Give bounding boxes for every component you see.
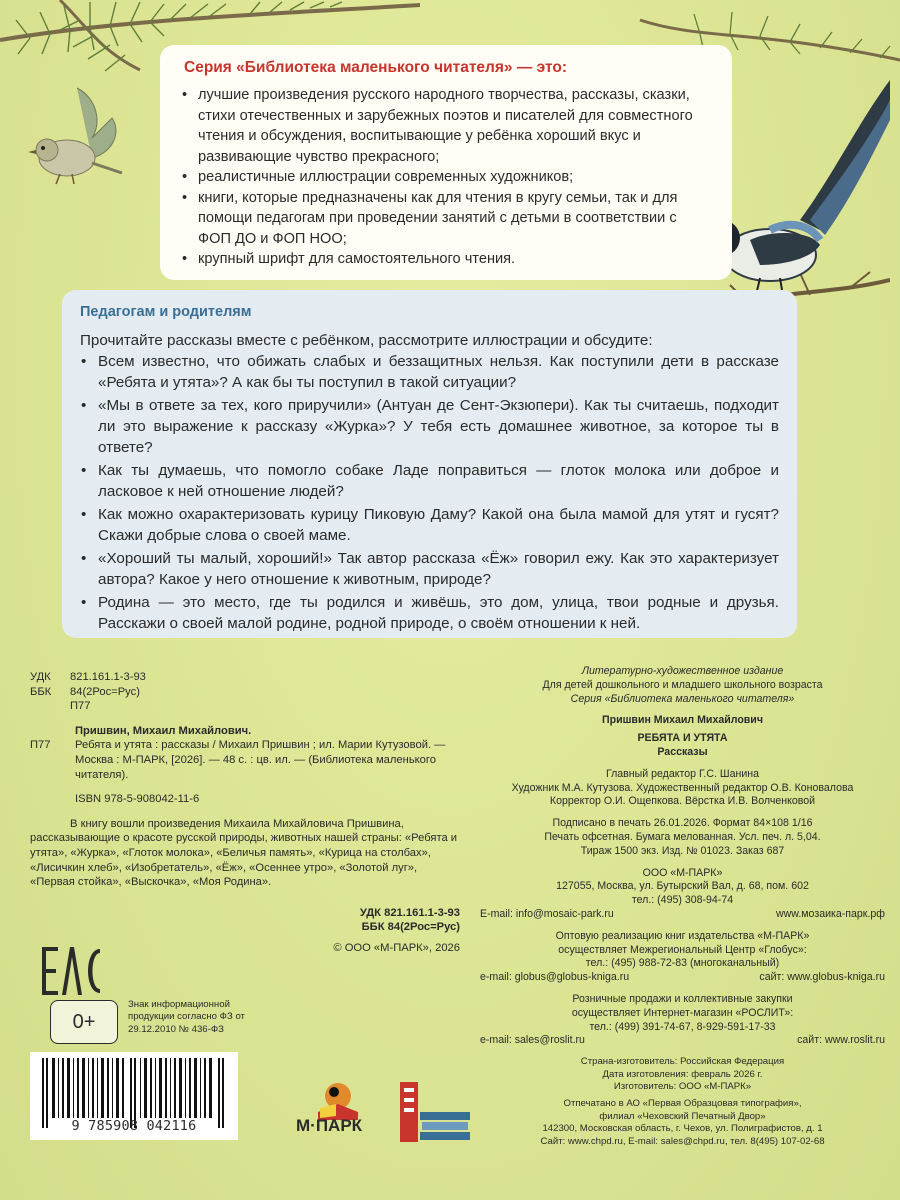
bibliographic-description: Ребята и утята : рассказы / Михаил Пришвин ; ил. Марии Кутузовой. — Москва : М-ПАРК, [2026]. — 48 с. : цв. ил. — (Библиотека маленького читателя). [75, 739, 446, 781]
teachers-title: Педагогам и родителям [80, 304, 252, 320]
list-item: • крупный шрифт для самостоятельного чтения. [180, 249, 712, 270]
teachers-intro: Прочитайте рассказы вместе с ребёнком, рассмотрите иллюстрации и обсудите: [80, 332, 653, 349]
list-item: • книги, которые предназначены как для чтения в кругу семьи, так и для помощи педагогам при проведении занятий с детьми в соответствии с ФОП ДО и ФОП НОО; [180, 188, 712, 250]
printer-line-4: Сайт: www.chpd.ru, E-mail: sales@chpd.ru, тел. 8(495) 107-02-68 [540, 1135, 825, 1147]
wholesale-line-1: Оптовую реализацию книг издательства «М-ПАРК» [555, 929, 810, 942]
copyright: © ООО «М-ПАРК», 2026 [333, 941, 460, 954]
bibliographic-record [30, 670, 460, 956]
roslit-logo-icon [400, 1082, 470, 1142]
teachers-parents-panel [62, 290, 797, 638]
publication-imprint [480, 665, 885, 1148]
roslit-site[interactable]: сайт: www.roslit.ru [797, 1034, 885, 1047]
list-item: • «Хороший ты малый, хороший!» Так автор рассказа «Ёж» говорил ежу. Как это характеризует автора? Какое у него отношение к животным, природе? [80, 548, 779, 590]
roslit-phone: тел.: (499) 391-74-67, 8-929-591-17-33 [589, 1020, 776, 1033]
age-rating-badge: 0+ [50, 1000, 118, 1044]
list-item: • реалистичные иллюстрации современных художников; [180, 167, 712, 188]
print-details-1: Подписано в печать 26.01.2026. Формат 84×108 1/16 [552, 817, 813, 830]
genre: Литературно-художественное издание [581, 665, 784, 677]
retail-line-2: осуществляет Интернет-магазин «РОСЛИТ»: [571, 1006, 794, 1019]
print-details-3: Тираж 1500 экз. Изд. № 01023. Заказ 687 [580, 844, 785, 857]
bbk-right: ББК 84(2Рос=Рус) [361, 921, 460, 934]
list-item: • лучшие произведения русского народного творчества, рассказы, сказки, стихи отечественных и зарубежных поэтов и писателей для совместного чтения и обсуждения, воспитывающие у ребёнка хороший вкус и развивающие чувство прекрасного; [180, 85, 712, 167]
mpark-logo-text: М·ПАРК [296, 1116, 363, 1135]
corrector-credit: Корректор О.И. Ощепкова. Вёрстка И.В. Волченковой [549, 795, 816, 808]
author-heading: Пришвин, Михаил Михайлович. [75, 724, 252, 737]
country-of-manufacture: Страна-изготовитель: Российская Федерация [580, 1056, 785, 1068]
printer-line-3: 142300, Московская область, г. Чехов, ул. Полиграфистов, д. 1 [542, 1123, 823, 1135]
audience: Для детей дошкольного и младшего школьного возраста [542, 678, 823, 691]
manufacture-date: Дата изготовления: февраль 2026 г. [602, 1068, 763, 1080]
imprint-author: Пришвин Михаил Михайлович [602, 714, 763, 727]
list-item: • Родина — это место, где ты родился и живёшь, это дом, улица, твои родные и друзья. Расскажи о своей малой родине, родной природе, о своём отношении к ней. [80, 592, 779, 634]
retail-line-1: Розничные продажи и коллективные закупки [572, 992, 793, 1005]
warbler-bird-illustration [22, 78, 142, 198]
age-rating-note: Знак информационной продукции согласно ФЗ от 29.12.2010 № 436-ФЗ [128, 999, 245, 1035]
isbn: ISBN 978-5-908042-11-6 [75, 793, 200, 806]
series-features-list [180, 85, 712, 270]
printer-line-1: Отпечатано в АО «Первая Образцовая типография», [563, 1097, 802, 1109]
udk-label: УДК [30, 671, 51, 683]
author-code-2: П77 [30, 739, 51, 752]
series-name: Серия «Библиотека маленького читателя» [570, 692, 795, 705]
udk-value: 821.161.1-3-93 [70, 671, 146, 683]
udk-right: УДК 821.161.1-3-93 [359, 906, 460, 919]
series-description-panel [160, 45, 732, 280]
list-item: • «Мы в ответе за тех, кого приручили» (Антуан де Сент-Экзюпери). Как ты считаешь, подходит ли это выражение к рассказу «Журка»? У тебя есть домашнее животное, за которое ты в ответе? [80, 395, 779, 458]
author-code: П77 [70, 700, 91, 713]
publisher-site[interactable]: www.мозаика-парк.рф [775, 907, 885, 920]
series-title: Серия «Библиотека маленького читателя» — это: [184, 59, 568, 76]
globus-email[interactable]: e-mail: globus@globus-kniga.ru [480, 971, 630, 984]
list-item: • Как можно охарактеризовать курицу Пиковую Даму? Какой она была мамой для утят и гусят? Скажи добрые слова о своей маме. [80, 504, 779, 546]
eac-certification-icon [40, 945, 102, 997]
print-details-2: Печать офсетная. Бумага мелованная. Усл. печ. л. 5,04. [544, 830, 821, 843]
chief-editor: Главный редактор Г.С. Шанина [605, 767, 760, 780]
wholesale-line-2: осуществляет Межрегиональный Центр «Глобус»: [558, 943, 807, 956]
manufacturer: Изготовитель: ООО «М-ПАРК» [613, 1081, 752, 1093]
discussion-questions-list [80, 351, 779, 634]
bbk-value: 84(2Рос=Рус) [70, 685, 140, 698]
bbk-label: ББК [30, 685, 52, 698]
list-item: • Как ты думаешь, что помогло собаке Ладе поправиться — глоток молока или доброе и ласковое к ней отношение людей? [80, 460, 779, 502]
roslit-email[interactable]: e-mail: sales@roslit.ru [480, 1034, 585, 1047]
publisher-name: ООО «М-ПАРК» [642, 866, 723, 879]
barcode-number: 9 785908 042116 [71, 1118, 197, 1134]
publisher-address: 127055, Москва, ул. Бутырский Вал, д. 68, пом. 602 [556, 880, 809, 893]
printer-line-2: филиал «Чеховский Печатный Двор» [599, 1110, 766, 1122]
publisher-phone: тел.: (495) 308-94-74 [631, 894, 734, 907]
book-title: РЕБЯТА И УТЯТА [637, 732, 728, 745]
list-item: • Всем известно, что обижать слабых и беззащитных нельзя. Как поступили дети в рассказе «Ребята и утята»? А как бы ты поступил в такой ситуации? [80, 351, 779, 393]
annotation: В книгу вошли произведения Михаила Михайловича Пришвина, рассказывающие о красоте русской природы, животных нашей страны: «Ребята и утята», «Журка», «Глоток молока», «Беличья память», «Курица на столбах», «Лисичкин хлеб», «Изобретатель», «Ёж», «Осеннее утро», «Золотой луг», «Первая стойка», «Выскочка», «Моя Родина». [30, 817, 458, 889]
artist-credit: Художник М.А. Кутузова. Художественный редактор О.В. Коновалова [511, 781, 854, 794]
globus-phone: тел.: (495) 988-72-83 (многоканальный) [585, 957, 780, 970]
globus-site[interactable]: сайт: www.globus-kniga.ru [759, 971, 885, 984]
book-subtitle: Рассказы [657, 745, 708, 758]
publisher-email[interactable]: E-mail: info@mosaic-park.ru [480, 907, 614, 920]
